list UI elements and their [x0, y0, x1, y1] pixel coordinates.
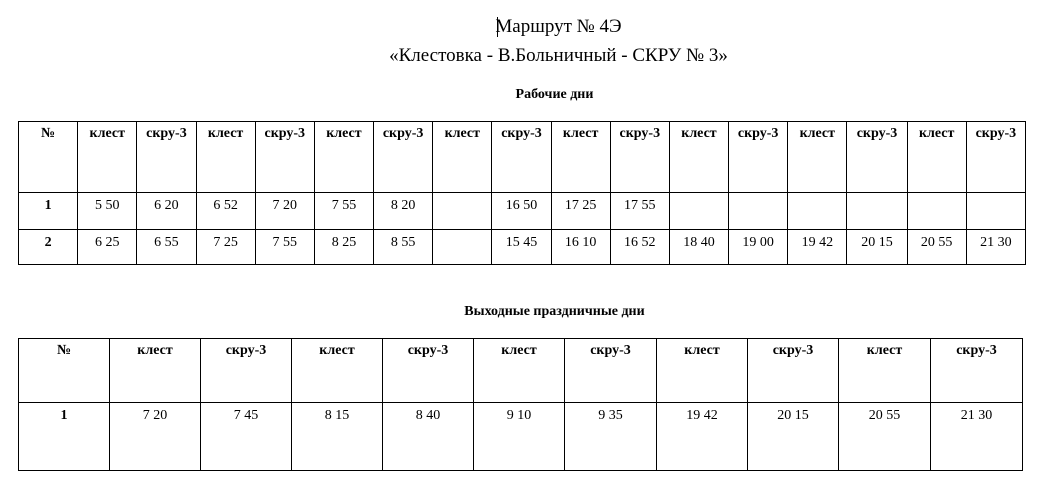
time-cell: 7 45: [201, 403, 292, 471]
column-header: скру-3: [201, 339, 292, 403]
time-cell: 6 55: [137, 230, 196, 265]
weekdays-heading: Рабочие дни: [515, 87, 594, 102]
column-header-number: №: [19, 339, 110, 403]
time-cell: 21 30: [931, 403, 1023, 471]
column-header: скру-3: [847, 122, 907, 193]
time-cell: 18 40: [669, 230, 728, 265]
table-row: [19, 403, 1023, 471]
column-header: клест: [292, 339, 383, 403]
time-cell: 19 42: [657, 403, 748, 471]
table-row: [19, 230, 1026, 265]
column-header: скру-3: [374, 122, 433, 193]
column-header: скру-3: [255, 122, 314, 193]
time-cell: 19 00: [729, 230, 788, 265]
time-cell: 8 15: [292, 403, 383, 471]
time-cell: 8 40: [383, 403, 474, 471]
time-cell: 9 35: [565, 403, 657, 471]
time-cell: 7 25: [196, 230, 255, 265]
time-cell: 20 15: [847, 230, 907, 265]
column-header: клест: [669, 122, 728, 193]
column-header: скру-3: [966, 122, 1025, 193]
time-cell: 8 55: [374, 230, 433, 265]
column-header: клест: [314, 122, 373, 193]
time-cell: 16 10: [551, 230, 610, 265]
column-header: клест: [788, 122, 847, 193]
time-cell: [729, 193, 788, 230]
time-cell: 19 42: [788, 230, 847, 265]
header-row: [19, 122, 1026, 193]
column-header: клест: [110, 339, 201, 403]
time-cell: 16 50: [492, 193, 551, 230]
column-header: клест: [78, 122, 137, 193]
column-header: скру-3: [137, 122, 196, 193]
column-header: скру-3: [610, 122, 669, 193]
time-cell: 15 45: [492, 230, 551, 265]
column-header: скру-3: [383, 339, 474, 403]
route-subtitle: «Клестовка - В.Больничный - СКРУ № 3»: [389, 45, 728, 66]
column-header: клест: [657, 339, 748, 403]
column-header: скру-3: [931, 339, 1023, 403]
column-header: клест: [433, 122, 492, 193]
time-cell: 8 25: [314, 230, 373, 265]
column-header: скру-3: [729, 122, 788, 193]
column-header: скру-3: [748, 339, 839, 403]
holidays-heading: Выходные праздничные дни: [464, 304, 645, 319]
weekdays-table: [18, 121, 1026, 265]
column-header: скру-3: [492, 122, 551, 193]
time-cell: 8 20: [374, 193, 433, 230]
time-cell: [966, 193, 1025, 230]
time-cell: [907, 193, 966, 230]
time-cell: 17 25: [551, 193, 610, 230]
row-number-cell: 1: [19, 193, 78, 230]
time-cell: 7 20: [110, 403, 201, 471]
holidays-table: [18, 338, 1023, 471]
time-cell: [433, 230, 492, 265]
route-title: Маршрут № 4Э: [495, 16, 622, 37]
time-cell: 20 15: [748, 403, 839, 471]
time-cell: 9 10: [474, 403, 565, 471]
column-header: клест: [551, 122, 610, 193]
time-cell: [847, 193, 907, 230]
column-header-number: №: [19, 122, 78, 193]
column-header: скру-3: [565, 339, 657, 403]
column-header: клест: [196, 122, 255, 193]
time-cell: 17 55: [610, 193, 669, 230]
table-row: [19, 193, 1026, 230]
time-cell: 6 52: [196, 193, 255, 230]
time-cell: [433, 193, 492, 230]
time-cell: 6 25: [78, 230, 137, 265]
time-cell: 5 50: [78, 193, 137, 230]
time-cell: 7 55: [314, 193, 373, 230]
column-header: клест: [839, 339, 931, 403]
time-cell: 16 52: [610, 230, 669, 265]
row-number-cell: 1: [19, 403, 110, 471]
time-cell: 7 55: [255, 230, 314, 265]
time-cell: [669, 193, 728, 230]
header-row: [19, 339, 1023, 403]
row-number-cell: 2: [19, 230, 78, 265]
time-cell: 7 20: [255, 193, 314, 230]
time-cell: 20 55: [907, 230, 966, 265]
time-cell: 21 30: [966, 230, 1025, 265]
time-cell: [788, 193, 847, 230]
column-header: клест: [907, 122, 966, 193]
time-cell: 6 20: [137, 193, 196, 230]
time-cell: 20 55: [839, 403, 931, 471]
column-header: клест: [474, 339, 565, 403]
